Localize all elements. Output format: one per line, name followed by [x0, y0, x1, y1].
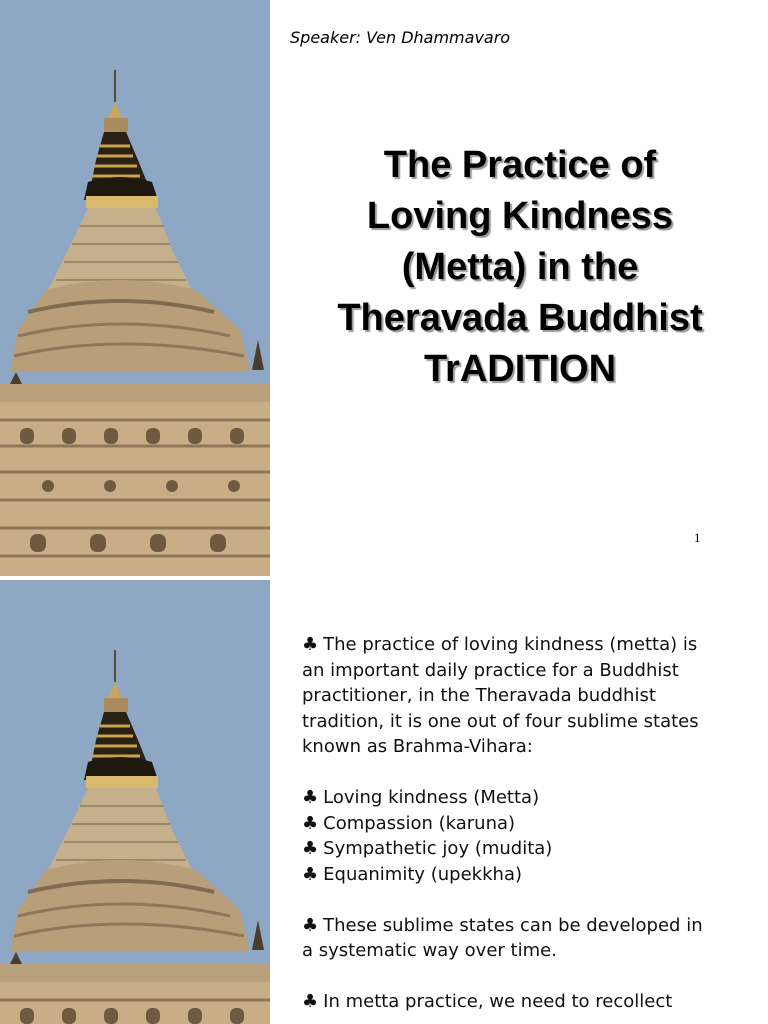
- text-line: In metta practice, we need to recollect: [323, 991, 673, 1012]
- page-number: 1: [694, 530, 701, 545]
- text-line: The practice of loving kindness (metta) is: [323, 634, 698, 655]
- text-line: These sublime states can be developed in: [323, 914, 703, 936]
- state-label: Loving kindness (Metta): [323, 787, 540, 808]
- club-bullet-icon: ♣: [302, 787, 319, 808]
- club-bullet-icon: ♣: [302, 863, 319, 885]
- stupa-photo: [0, 580, 270, 1024]
- slide-title: [290, 140, 750, 395]
- state-label: Equanimity (upekkha): [323, 863, 522, 885]
- club-bullet-icon: ♣: [302, 991, 319, 1012]
- stupa-photo: [0, 0, 270, 576]
- text-line: known as Brahma-Vihara:: [302, 736, 533, 757]
- list-item: [302, 862, 742, 888]
- intro-paragraph: [302, 632, 742, 760]
- club-bullet-icon: ♣: [302, 812, 319, 834]
- speaker-label: Speaker: Ven Dhammavaro: [290, 28, 511, 47]
- recollect-paragraph: [302, 989, 742, 1015]
- title-line: Loving Kindness: [366, 195, 674, 237]
- develop-paragraph: [302, 913, 742, 964]
- state-label: Compassion (karuna): [323, 812, 516, 834]
- text-line: tradition, it is one out of four sublime states: [302, 710, 699, 732]
- list-item: [302, 836, 742, 862]
- title-line: The Practice of: [383, 144, 657, 186]
- club-bullet-icon: ♣: [302, 838, 319, 859]
- text-line: an important daily practice for a Buddhist: [302, 659, 679, 681]
- title-line: TrADITION: [423, 348, 617, 390]
- text-line: practitioner, in the Theravada buddhist: [302, 685, 656, 706]
- club-bullet-icon: ♣: [302, 914, 319, 936]
- slide-body: [302, 632, 742, 1015]
- text-line: a systematic way over time.: [302, 940, 557, 961]
- list-item: [302, 785, 742, 811]
- sublime-states-list: [302, 785, 742, 887]
- title-line: (Metta) in the: [401, 246, 639, 288]
- state-label: Sympathetic joy (mudita): [323, 838, 553, 859]
- slide-2: [0, 580, 768, 1024]
- list-item: [302, 811, 742, 837]
- title-line: Theravada Buddhist: [337, 297, 703, 339]
- club-bullet-icon: ♣: [302, 634, 319, 655]
